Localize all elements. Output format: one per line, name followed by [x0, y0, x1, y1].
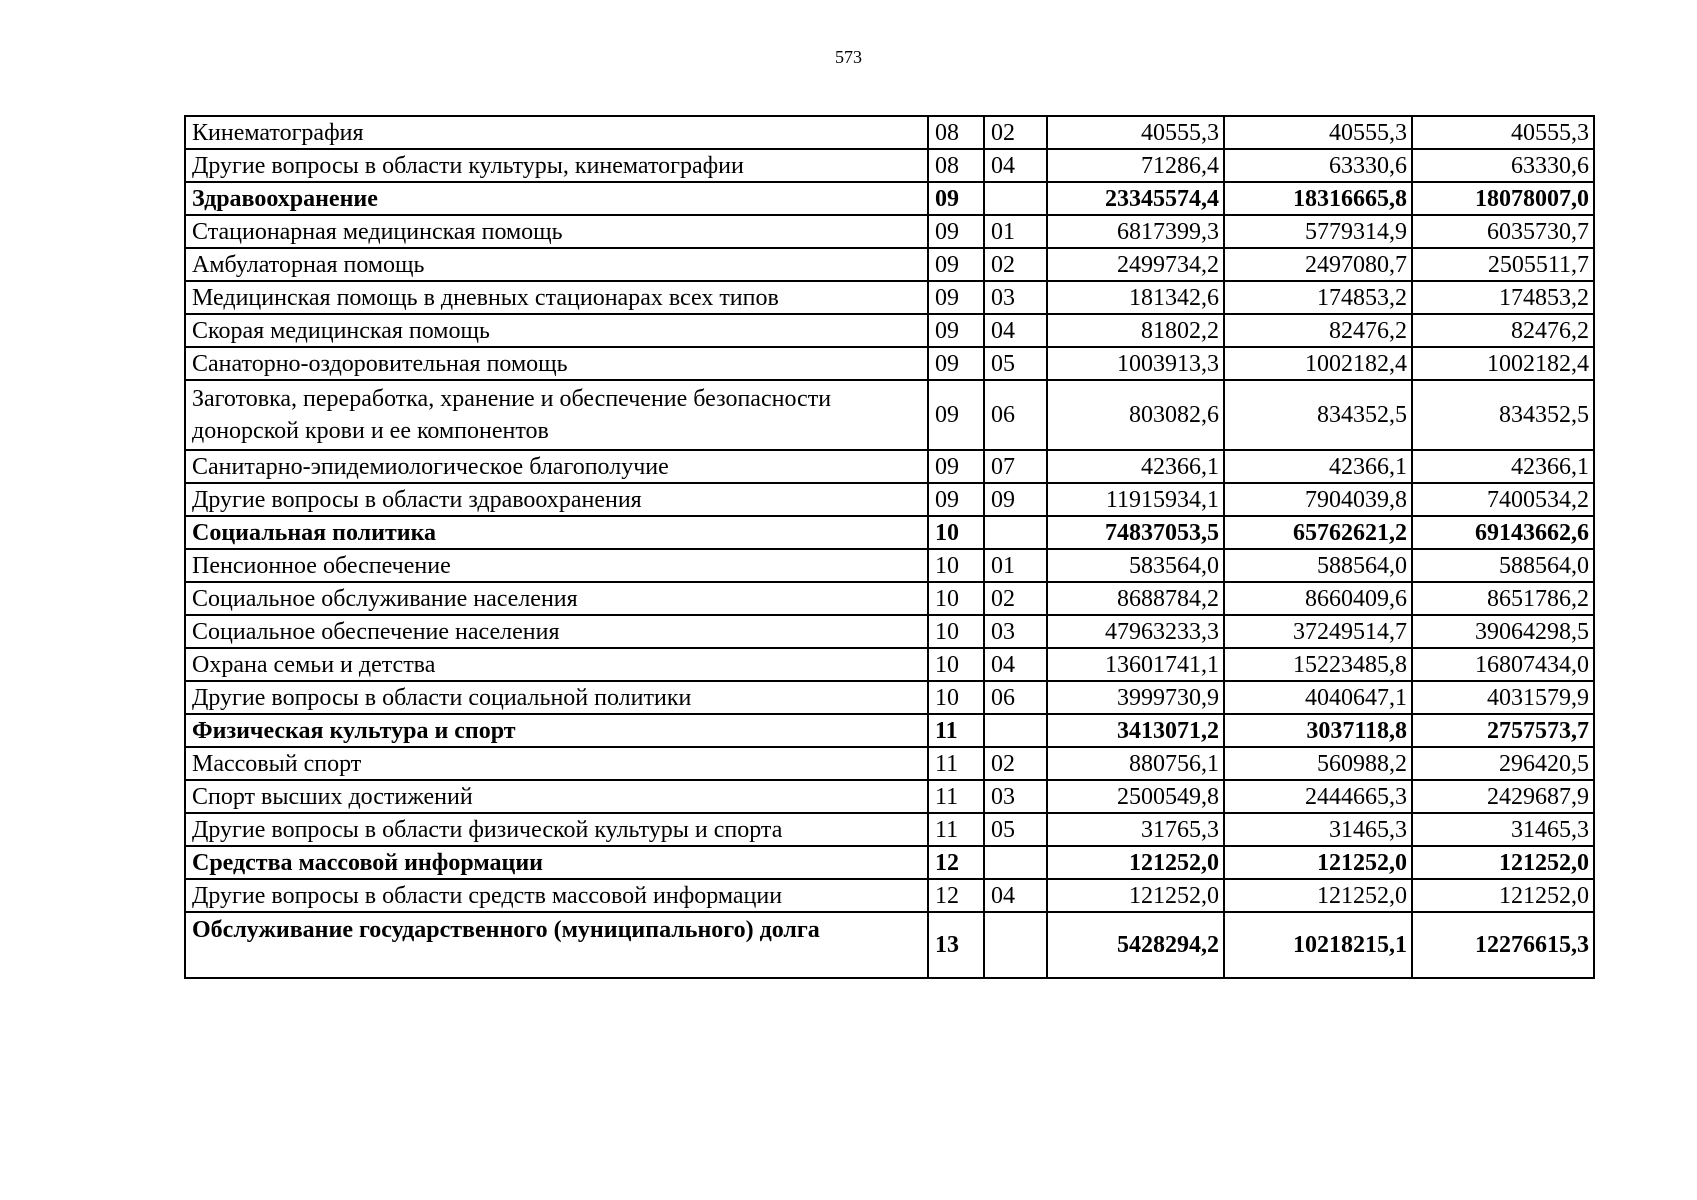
amount-col-3: 6035730,7	[1412, 215, 1594, 248]
row-name: Амбулаторная помощь	[185, 248, 928, 281]
row-name: Другие вопросы в области культуры, кинематографии	[185, 149, 928, 182]
amount-col-1: 23345574,4	[1047, 182, 1224, 215]
subsection-code: 02	[984, 116, 1047, 149]
section-code: 11	[928, 780, 984, 813]
amount-col-3: 121252,0	[1412, 879, 1594, 912]
row-name: Санитарно-эпидемиологическое благополучие	[185, 450, 928, 483]
section-code: 11	[928, 813, 984, 846]
amount-col-1: 6817399,3	[1047, 215, 1224, 248]
amount-col-1: 71286,4	[1047, 149, 1224, 182]
table-row	[185, 116, 1594, 149]
amount-col-2: 121252,0	[1224, 879, 1412, 912]
amount-col-1: 2499734,2	[1047, 248, 1224, 281]
row-name: Стационарная медицинская помощь	[185, 215, 928, 248]
amount-col-3: 39064298,5	[1412, 615, 1594, 648]
amount-col-2: 2444665,3	[1224, 780, 1412, 813]
row-name: Социальное обслуживание населения	[185, 582, 928, 615]
row-name: Скорая медицинская помощь	[185, 314, 928, 347]
amount-col-3: 2757573,7	[1412, 714, 1594, 747]
table-row	[185, 450, 1594, 483]
amount-col-1: 121252,0	[1047, 879, 1224, 912]
row-name: Другие вопросы в области здравоохранения	[185, 483, 928, 516]
table-row	[185, 582, 1594, 615]
table-row	[185, 879, 1594, 912]
table-row	[185, 347, 1594, 380]
subsection-code: 09	[984, 483, 1047, 516]
amount-col-2: 31465,3	[1224, 813, 1412, 846]
subsection-code	[984, 516, 1047, 549]
amount-col-3: 7400534,2	[1412, 483, 1594, 516]
section-code: 08	[928, 149, 984, 182]
amount-col-3: 42366,1	[1412, 450, 1594, 483]
subsection-code: 02	[984, 747, 1047, 780]
subsection-code: 02	[984, 248, 1047, 281]
row-name: Пенсионное обеспечение	[185, 549, 928, 582]
amount-col-3: 82476,2	[1412, 314, 1594, 347]
amount-col-2: 4040647,1	[1224, 681, 1412, 714]
amount-col-1: 121252,0	[1047, 846, 1224, 879]
row-name: Здравоохранение	[185, 182, 928, 215]
row-name: Медицинская помощь в дневных стационарах всех типов	[185, 281, 928, 314]
subsection-code: 01	[984, 549, 1047, 582]
page-number: 573	[835, 47, 862, 67]
amount-col-3: 18078007,0	[1412, 182, 1594, 215]
amount-col-3: 1002182,4	[1412, 347, 1594, 380]
row-name: Другие вопросы в области средств массовой информации	[185, 879, 928, 912]
row-name: Санаторно-оздоровительная помощь	[185, 347, 928, 380]
amount-col-1: 3999730,9	[1047, 681, 1224, 714]
table-row	[185, 780, 1594, 813]
section-code: 10	[928, 582, 984, 615]
amount-col-2: 15223485,8	[1224, 648, 1412, 681]
budget-table	[184, 115, 1595, 979]
amount-col-2: 3037118,8	[1224, 714, 1412, 747]
section-code: 09	[928, 347, 984, 380]
amount-col-2: 560988,2	[1224, 747, 1412, 780]
amount-col-1: 11915934,1	[1047, 483, 1224, 516]
amount-col-3: 2429687,9	[1412, 780, 1594, 813]
subsection-code: 03	[984, 780, 1047, 813]
amount-col-2: 37249514,7	[1224, 615, 1412, 648]
subsection-code	[984, 912, 1047, 978]
amount-col-3: 834352,5	[1412, 380, 1594, 450]
amount-col-2: 174853,2	[1224, 281, 1412, 314]
subsection-code: 03	[984, 281, 1047, 314]
amount-col-2: 40555,3	[1224, 116, 1412, 149]
table-row	[185, 215, 1594, 248]
row-name: Социальное обеспечение населения	[185, 615, 928, 648]
section-code: 09	[928, 314, 984, 347]
amount-col-2: 7904039,8	[1224, 483, 1412, 516]
amount-col-2: 121252,0	[1224, 846, 1412, 879]
section-code: 09	[928, 380, 984, 450]
amount-col-1: 40555,3	[1047, 116, 1224, 149]
table-row-section	[185, 516, 1594, 549]
amount-col-1: 31765,3	[1047, 813, 1224, 846]
amount-col-1: 13601741,1	[1047, 648, 1224, 681]
row-name: Средства массовой информации	[185, 846, 928, 879]
section-code: 10	[928, 516, 984, 549]
amount-col-3: 16807434,0	[1412, 648, 1594, 681]
subsection-code: 04	[984, 149, 1047, 182]
amount-col-3: 174853,2	[1412, 281, 1594, 314]
amount-col-1: 803082,6	[1047, 380, 1224, 450]
amount-col-3: 63330,6	[1412, 149, 1594, 182]
section-code: 09	[928, 215, 984, 248]
row-name: Кинематография	[185, 116, 928, 149]
table-row	[185, 648, 1594, 681]
table-row-section	[185, 714, 1594, 747]
amount-col-2: 82476,2	[1224, 314, 1412, 347]
section-code: 13	[928, 912, 984, 978]
amount-col-3: 2505511,7	[1412, 248, 1594, 281]
table-row	[185, 281, 1594, 314]
table-row	[185, 615, 1594, 648]
row-name: Охрана семьи и детства	[185, 648, 928, 681]
amount-col-3: 8651786,2	[1412, 582, 1594, 615]
table-row	[185, 681, 1594, 714]
amount-col-1: 1003913,3	[1047, 347, 1224, 380]
table-row	[185, 813, 1594, 846]
subsection-code	[984, 714, 1047, 747]
amount-col-1: 5428294,2	[1047, 912, 1224, 978]
row-name: Обслуживание государственного (муниципального) долга	[185, 912, 928, 978]
table-row-section	[185, 182, 1594, 215]
table-row-section	[185, 912, 1594, 978]
amount-col-2: 18316665,8	[1224, 182, 1412, 215]
table-row	[185, 149, 1594, 182]
row-name: Заготовка, переработка, хранение и обеспечение безопасности донорской крови и ее компонентов	[185, 380, 928, 450]
amount-col-1: 3413071,2	[1047, 714, 1224, 747]
row-name: Спорт высших достижений	[185, 780, 928, 813]
section-code: 10	[928, 681, 984, 714]
row-name: Социальная политика	[185, 516, 928, 549]
subsection-code: 05	[984, 347, 1047, 380]
amount-col-2: 834352,5	[1224, 380, 1412, 450]
amount-col-1: 81802,2	[1047, 314, 1224, 347]
table-row	[185, 747, 1594, 780]
amount-col-3: 31465,3	[1412, 813, 1594, 846]
section-code: 11	[928, 714, 984, 747]
amount-col-2: 63330,6	[1224, 149, 1412, 182]
table-row-section	[185, 846, 1594, 879]
amount-col-3: 296420,5	[1412, 747, 1594, 780]
section-code: 09	[928, 450, 984, 483]
amount-col-2: 1002182,4	[1224, 347, 1412, 380]
section-code: 09	[928, 281, 984, 314]
section-code: 09	[928, 483, 984, 516]
amount-col-1: 42366,1	[1047, 450, 1224, 483]
table-row	[185, 314, 1594, 347]
subsection-code	[984, 182, 1047, 215]
amount-col-2: 65762621,2	[1224, 516, 1412, 549]
section-code: 08	[928, 116, 984, 149]
subsection-code: 07	[984, 450, 1047, 483]
row-name: Другие вопросы в области социальной политики	[185, 681, 928, 714]
subsection-code: 05	[984, 813, 1047, 846]
amount-col-3: 588564,0	[1412, 549, 1594, 582]
section-code: 12	[928, 846, 984, 879]
amount-col-2: 10218215,1	[1224, 912, 1412, 978]
amount-col-2: 588564,0	[1224, 549, 1412, 582]
amount-col-3: 40555,3	[1412, 116, 1594, 149]
subsection-code	[984, 846, 1047, 879]
subsection-code: 01	[984, 215, 1047, 248]
amount-col-1: 880756,1	[1047, 747, 1224, 780]
amount-col-3: 69143662,6	[1412, 516, 1594, 549]
amount-col-1: 583564,0	[1047, 549, 1224, 582]
section-code: 10	[928, 615, 984, 648]
amount-col-2: 5779314,9	[1224, 215, 1412, 248]
amount-col-2: 42366,1	[1224, 450, 1412, 483]
amount-col-1: 181342,6	[1047, 281, 1224, 314]
section-code: 11	[928, 747, 984, 780]
amount-col-1: 74837053,5	[1047, 516, 1224, 549]
subsection-code: 02	[984, 582, 1047, 615]
section-code: 09	[928, 182, 984, 215]
subsection-code: 06	[984, 681, 1047, 714]
row-name: Другие вопросы в области физической культуры и спорта	[185, 813, 928, 846]
subsection-code: 03	[984, 615, 1047, 648]
table-row	[185, 380, 1594, 450]
amount-col-1: 2500549,8	[1047, 780, 1224, 813]
subsection-code: 04	[984, 648, 1047, 681]
amount-col-1: 47963233,3	[1047, 615, 1224, 648]
amount-col-3: 4031579,9	[1412, 681, 1594, 714]
table-row	[185, 549, 1594, 582]
amount-col-1: 8688784,2	[1047, 582, 1224, 615]
section-code: 10	[928, 648, 984, 681]
row-name: Массовый спорт	[185, 747, 928, 780]
amount-col-2: 2497080,7	[1224, 248, 1412, 281]
table-row	[185, 248, 1594, 281]
section-code: 09	[928, 248, 984, 281]
subsection-code: 04	[984, 879, 1047, 912]
subsection-code: 04	[984, 314, 1047, 347]
table-row	[185, 483, 1594, 516]
amount-col-3: 12276615,3	[1412, 912, 1594, 978]
section-code: 12	[928, 879, 984, 912]
subsection-code: 06	[984, 380, 1047, 450]
row-name: Физическая культура и спорт	[185, 714, 928, 747]
amount-col-2: 8660409,6	[1224, 582, 1412, 615]
section-code: 10	[928, 549, 984, 582]
amount-col-3: 121252,0	[1412, 846, 1594, 879]
